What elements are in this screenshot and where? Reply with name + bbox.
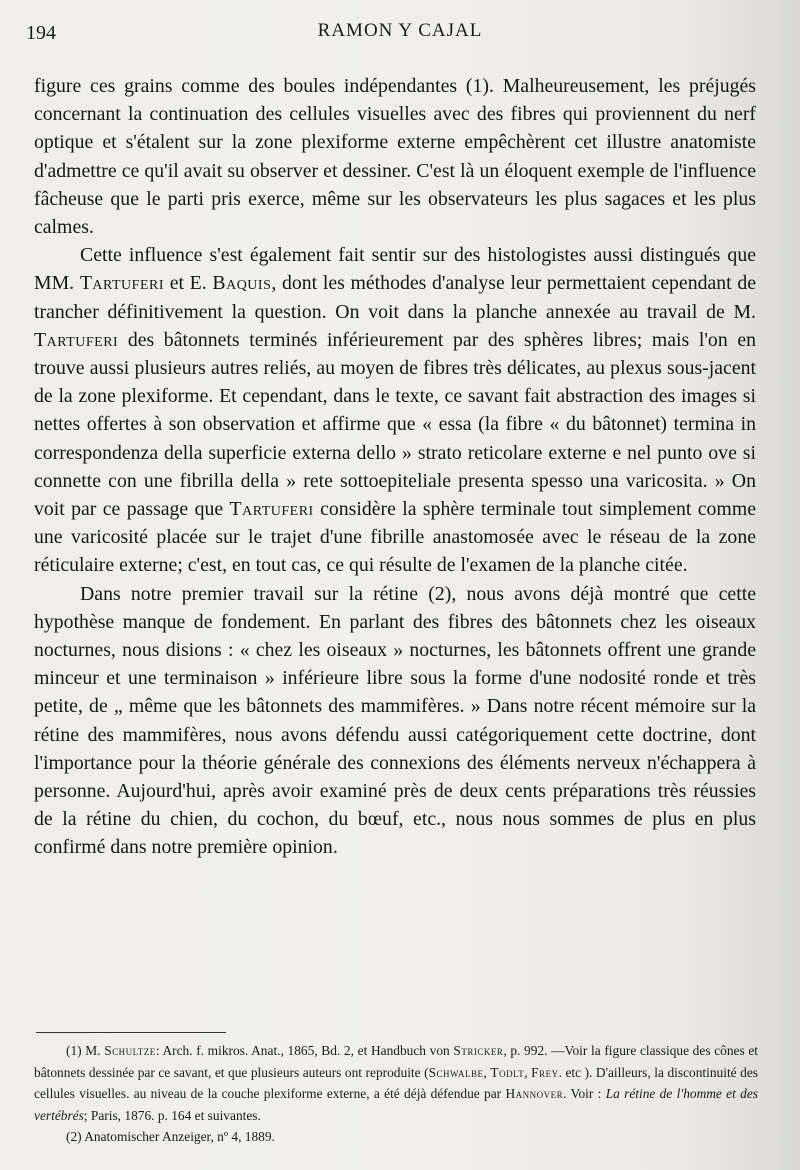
author-name: Tartuferi [34,328,119,351]
text-run: considère la sphère terminale tout simplement comme une varicosité placée sur le trajet d'une fibrille anastomosée avec le réseau de la zone réticulaire externe; c'est, en tout cas, ce qui résulte de l'examen de la planche citée. [34,498,756,577]
author-name: Baquis [212,272,272,295]
footnote [34,1040,758,1126]
text-run: (2) Anatomischer Anzeiger, nº 4, 1889. [66,1129,275,1145]
author-name: Todlt [490,1064,525,1080]
author-name: Hannover [505,1086,564,1102]
text-run: des bâtonnets terminés inférieurement par des sphères libres; mais l'on en trouve aussi plusieurs autres reliés, au moyen de fibres très délicates, au plexus sous-jacent de la zone plexiforme. Et cependant, dans le texte, ce savant fait abstraction des images si nettes offertes à son observation et affirme que « essa (la fibre « du bâtonnet) termina in correspondenza della superficie externa dello » strato reticolare externe e nel punto ove si connette con une fibrilla della » rete sottoepiteliale presenta spesso una varicosita. » On voit par ce passage que [34,328,756,521]
book-title: La rétine de l'homme et des vertébrés [34,1086,759,1123]
text-run: : Arch. f. mikros. Anat., 1865, Bd. 2, et Handbuch von [155,1043,454,1058]
paragraph [34,580,756,862]
paragraph [34,72,756,241]
text-run: (1) M. [66,1043,105,1058]
author-name: Schwalbe [428,1064,484,1080]
page-number: 194 [26,22,56,44]
author-name: Stricker [453,1043,504,1058]
text-run: . etc ). D'ailleurs, la discontinuité des cellules visuelles. au niveau de la couche plexiforme externe, a été déjà défendue par [34,1064,758,1102]
text-run: ; Paris, 1876. p. 164 et suivantes. [83,1107,261,1123]
text-run: Cette influence s'est également fait sentir sur des histologistes aussi distingués que MM. [34,244,756,295]
text-run: figure ces grains comme des boules indépendantes (1). Malheureusement, les préjugés concernant la continuation des cellules visuelles avec des fibres qui proviennent du nerf optique et s'étalent sur la zone plexiforme externe empêchèrent cet illustre anatomiste d'admettre ce qu'il avait su observer et dessiner. C'est là un éloquent exemple de l'influence fâcheuse que le parti pris exerce, même sur les observateurs les plus sagaces et les plus calmes. [34,75,756,239]
author-name: Frey [531,1064,559,1080]
author-name: Schultze [104,1043,156,1058]
text-run: , dont les méthodes d'analyse leur permettaient cependant de trancher définitivement la question. On voit dans la planche annexée au travail de M. [34,272,756,323]
page-header [0,20,800,48]
author-name: Tartuferi [79,272,165,295]
running-head: RAMON Y CAJAL [317,20,483,41]
footnote-rule [36,1032,226,1033]
text-run: Dans notre premier travail sur la rétine (2), nous avons déjà montré que cette hypothèse manque de fondement. En parlant des fibres des bâtonnets chez les oiseaux nocturnes, nous disions : « chez les oiseaux » nocturnes, les bâtonnets offrent une grande minceur et une terminaison » inférieure libre sous la forme d'une nodosité ronde et très petite, de „ même que les bâtonnets des mammifères. » Dans notre récent mémoire sur la rétine des mammifères, nous avons défendu aussi catégoriquement cette doctrine, dont l'importance pour la théorie générale des connexions des éléments nerveux n'échappera à personne. Aujourd'hui, après avoir examiné près de deux cents préparations très réussies de la rétine du chien, du cochon, du bœuf, etc., nous nous sommes de plus en plus confirmé dans notre première opinion. [34,582,756,859]
text-run: . Voir : [563,1086,606,1102]
text-run: et E. [164,272,213,295]
footnote [34,1126,758,1148]
text-run: , [524,1064,532,1080]
footnotes [34,1040,758,1148]
text-run: , [483,1064,491,1080]
body-text [34,72,756,862]
text-run: , p. 992. —Voir la figure classique des cônes et bâtonnets dessinée par ce savant, et que plusieurs auteurs ont reproduite ( [34,1043,758,1080]
author-name: Tartuferi [229,498,314,521]
paragraph [34,241,756,579]
